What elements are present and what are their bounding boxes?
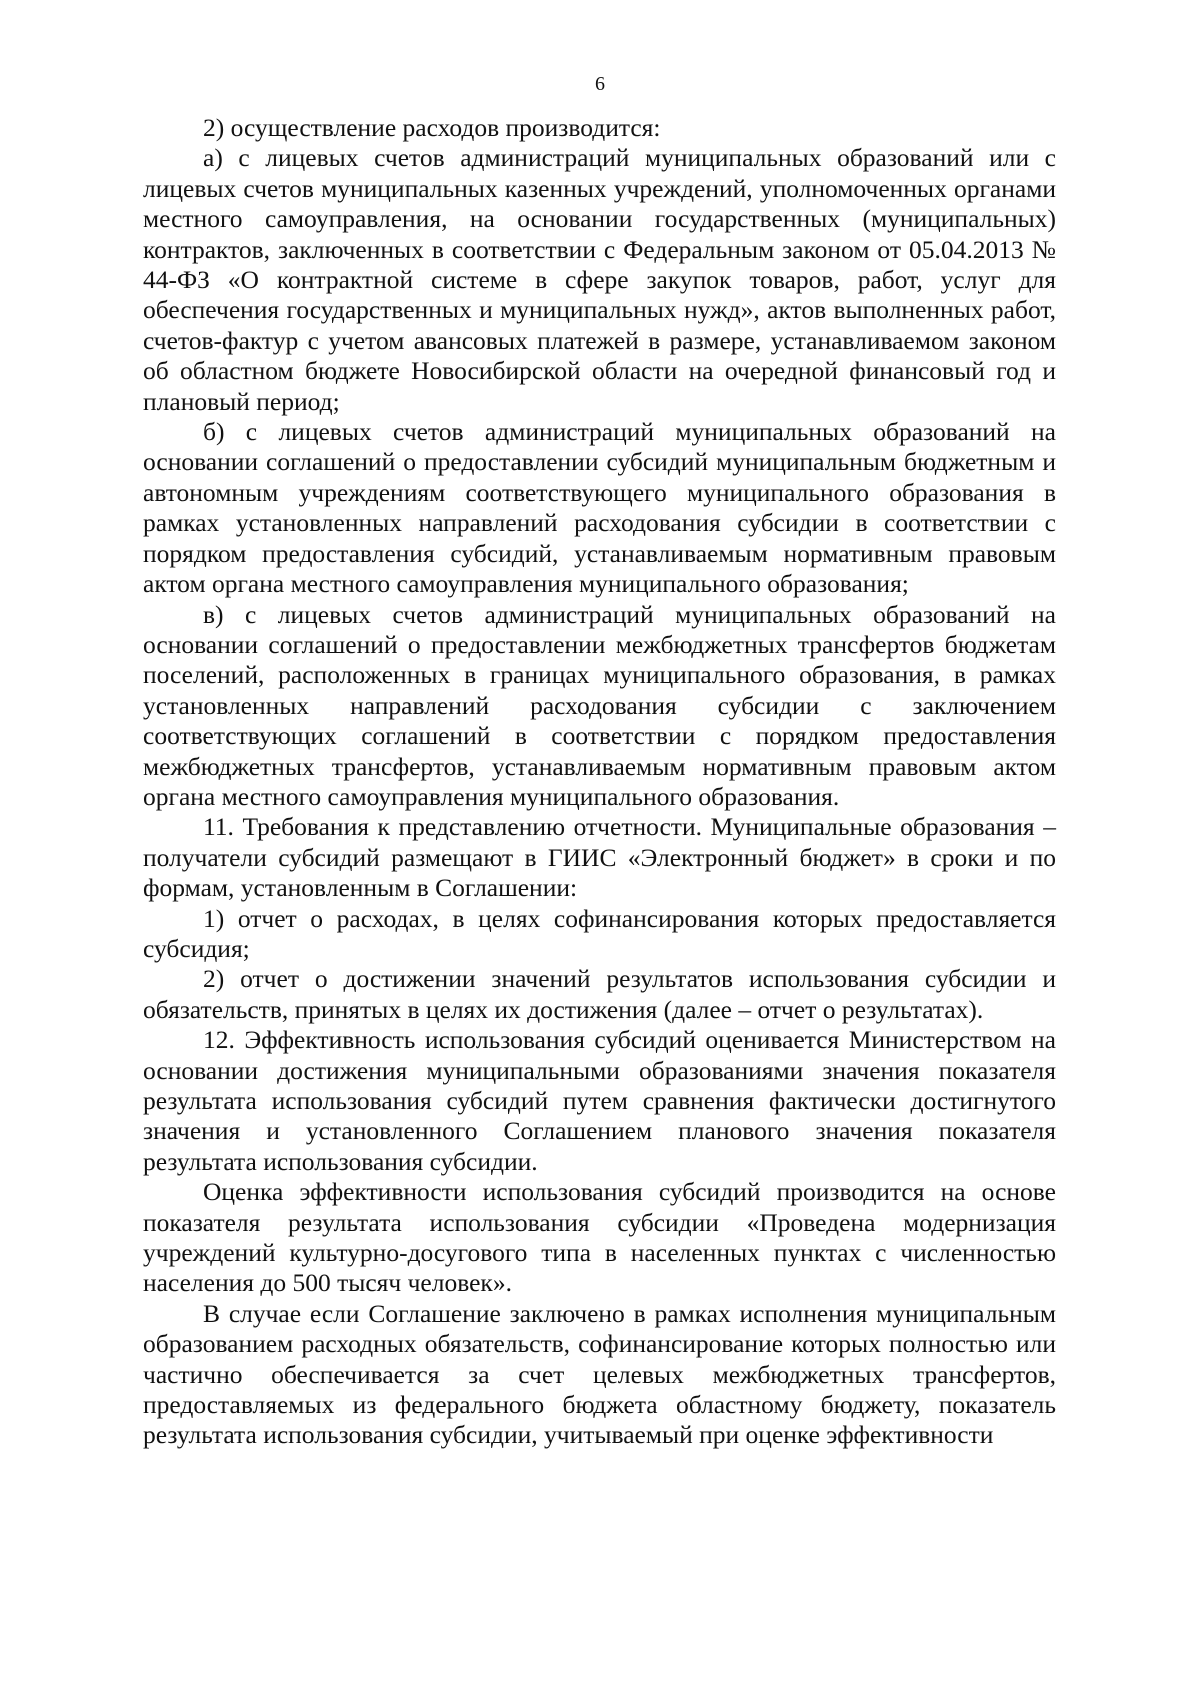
document-body bbox=[143, 113, 1056, 1451]
paragraph-11-reporting: 11. Требования к представлению отчетности. Муниципальные образования – получатели субсидий размещают в ГИИС «Электронный бюджет» в сроки и по формам, установленным в Соглашении: bbox=[143, 812, 1056, 903]
paragraph-federal-cofinancing: В случае если Соглашение заключено в рамках исполнения муниципальным образованием расходных обязательств, софинансирование которых полностью или частично обеспечивается за счет целевых межбюджетных трансфертов, предоставляемых из федерального бюджета областному бюджету, показатель результата использования субсидии, учитываемый при оценке эффективности bbox=[143, 1298, 1056, 1450]
paragraph-2b-institutions: б) с лицевых счетов администраций муниципальных образований на основании соглашений о предоставлении субсидий муниципальным бюджетным и автономным учреждениям соответствующего муниципального образования в рамках установленных направлений расходования субсидии в соответствии с порядком предоставления субсидий, устанавливаемым нормативным правовым актом органа местного самоуправления муниципального образования; bbox=[143, 417, 1056, 599]
paragraph-2c-transfers: в) с лицевых счетов администраций муниципальных образований на основании соглашений о предоставлении межбюджетных трансфертов бюджетам поселений, расположенных в границах муниципального образования, в рамках установленных направлений расходования субсидии с заключением соответствующих соглашений в соответствии с порядком предоставления межбюджетных трансфертов, устанавливаемым нормативным правовым актом органа местного самоуправления муниципального образования. bbox=[143, 599, 1056, 811]
page-number: 6 bbox=[595, 73, 605, 95]
paragraph-2-expenses: 2) осуществление расходов производится: bbox=[203, 113, 661, 142]
paragraph-2a-contracts: а) с лицевых счетов администраций муниципальных образований или с лицевых счетов муниципальных казенных учреждений, уполномоченных органами местного самоуправления, на основании государственных (муниципальных) контрактов, заключенных в соответствии с Федеральным законом от 05.04.2013 № 44-ФЗ «О контрактной системе в сфере закупок товаров, работ, услуг для обеспечения государственных и муниципальных нужд», актов выполненных работ, счетов-фактур с учетом авансовых платежей в размере, устанавливаемом законом об областном бюджете Новосибирской области на очередной финансовый год и плановый период; bbox=[143, 143, 1056, 416]
paragraph-11-2-results-report: 2) отчет о достижении значений результатов использования субсидии и обязательств, принятых в целях их достижения (далее – отчет о результатах). bbox=[143, 964, 1056, 1024]
paragraph-11-1-expense-report: 1) отчет о расходах, в целях софинансирования которых предоставляется субсидия; bbox=[143, 903, 1056, 963]
paragraph-efficiency-assessment: Оценка эффективности использования субсидий производится на основе показателя результата использования субсидии «Проведена модернизация учреждений культурно-досугового типа в населенных пунктах с численностью населения до 500 тысяч человек». bbox=[143, 1177, 1056, 1298]
paragraph-12-efficiency: 12. Эффективность использования субсидий оценивается Министерством на основании достижения муниципальными образованиями значения показателя результата использования субсидий путем сравнения фактически достигнутого значения и установленного Соглашением планового значения показателя результата использования субсидии. bbox=[143, 1025, 1056, 1176]
